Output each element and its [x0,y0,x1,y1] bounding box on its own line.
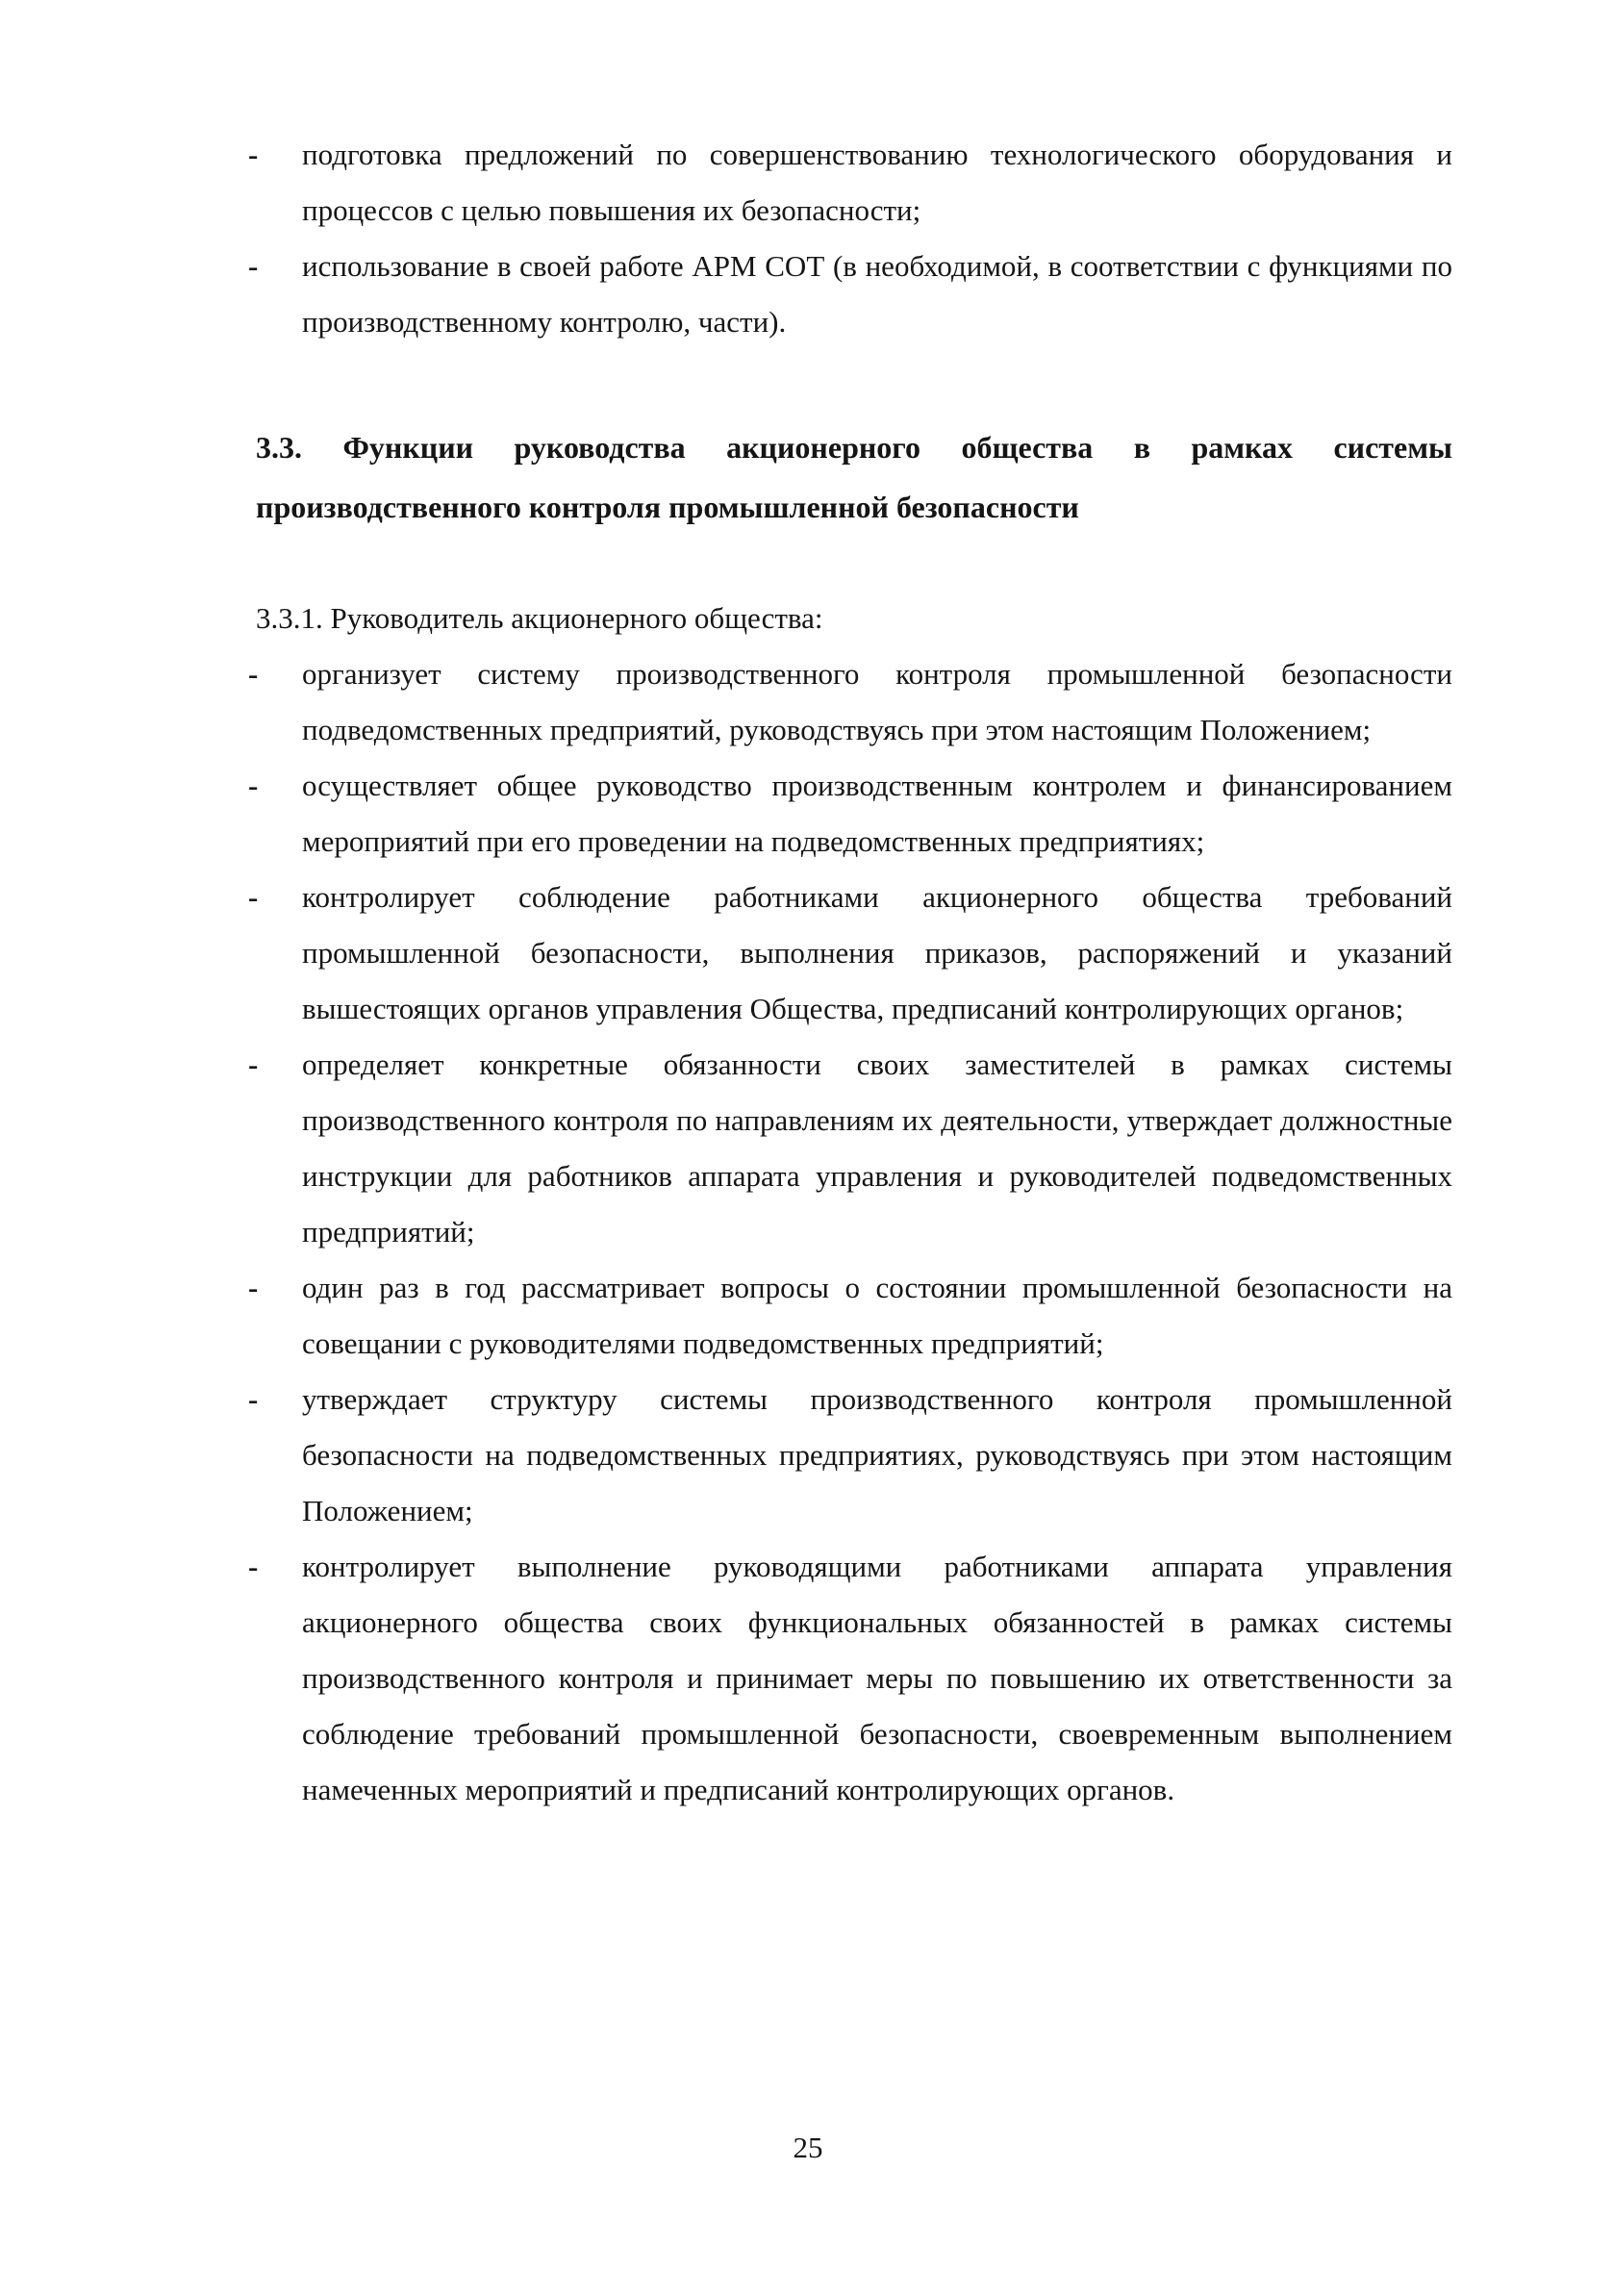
list-item-text: подготовка предложений по совершенствованию технологического оборудования и процессов с целью повышения их безопасности; [302,138,1452,227]
list-item-text: определяет конкретные обязанности своих заместителей в рамках системы производственного контроля по направлениям их деятельности, утверждает должностные инструкции для работников аппарата управления и руководителей подведомственных предприятий; [302,1047,1452,1249]
duties-list [164,646,1452,1818]
bullet-dash: - [248,1271,259,1304]
list-item [164,1372,1452,1539]
bullet-dash: - [248,138,259,171]
list-item [164,1539,1452,1818]
page-number: 25 [793,2131,823,2164]
bullet-dash: - [248,1047,259,1081]
list-item-text: контролирует соблюдение работниками акционерного общества требований промышленной безопасности, выполнения приказов, распоряжений и указаний вышестоящих органов управления Общества, предписаний контролирующих органов; [302,880,1452,1025]
bullet-dash: - [248,657,259,691]
document-content [164,127,1452,1818]
list-item-text: организует систему производственного контроля промышленной безопасности подведомственных предприятий, руководствуясь при этом настоящим Положением; [302,657,1452,746]
bullet-dash: - [248,1550,259,1583]
section-heading: 3.3. Функции руководства акционерного общества в рамках системы производственного контроля промышленной безопасности [256,430,1452,524]
list-item [164,1260,1452,1372]
top-list [164,127,1452,350]
list-item-text: использование в своей работе АРМ СОТ (в необходимой, в соответствии с функциями по производственному контролю, части). [302,249,1452,339]
list-item [164,127,1452,239]
list-item [164,646,1452,758]
subsection-title: 3.3.1. Руководитель акционерного общества: [256,601,823,635]
list-item [164,239,1452,350]
list-item [164,758,1452,870]
bullet-dash: - [248,769,259,802]
list-item-text: контролирует выполнение руководящими работниками аппарата управления акционерного общества своих функциональных обязанностей в рамках системы производственного контроля и принимает меры по повышению их ответственности за соблюдение требований промышленной безопасности, своевременным выполнением намеченных мероприятий и предписаний контролирующих органов. [302,1550,1452,1806]
list-item-text: осуществляет общее руководство производственным контролем и финансированием мероприятий при его проведении на подведомственных предприятиях; [302,769,1452,858]
bullet-dash: - [248,249,259,283]
list-item [164,870,1452,1037]
list-item-text: утверждает структуру системы производственного контроля промышленной безопасности на подведомственных предприятиях, руководствуясь при этом настоящим Положением; [302,1382,1452,1527]
bullet-dash: - [248,1382,259,1416]
list-item [164,1037,1452,1260]
list-item-text: один раз в год рассматривает вопросы о состоянии промышленной безопасности на совещании с руководителями подведомственных предприятий; [302,1271,1452,1360]
bullet-dash: - [248,880,259,914]
